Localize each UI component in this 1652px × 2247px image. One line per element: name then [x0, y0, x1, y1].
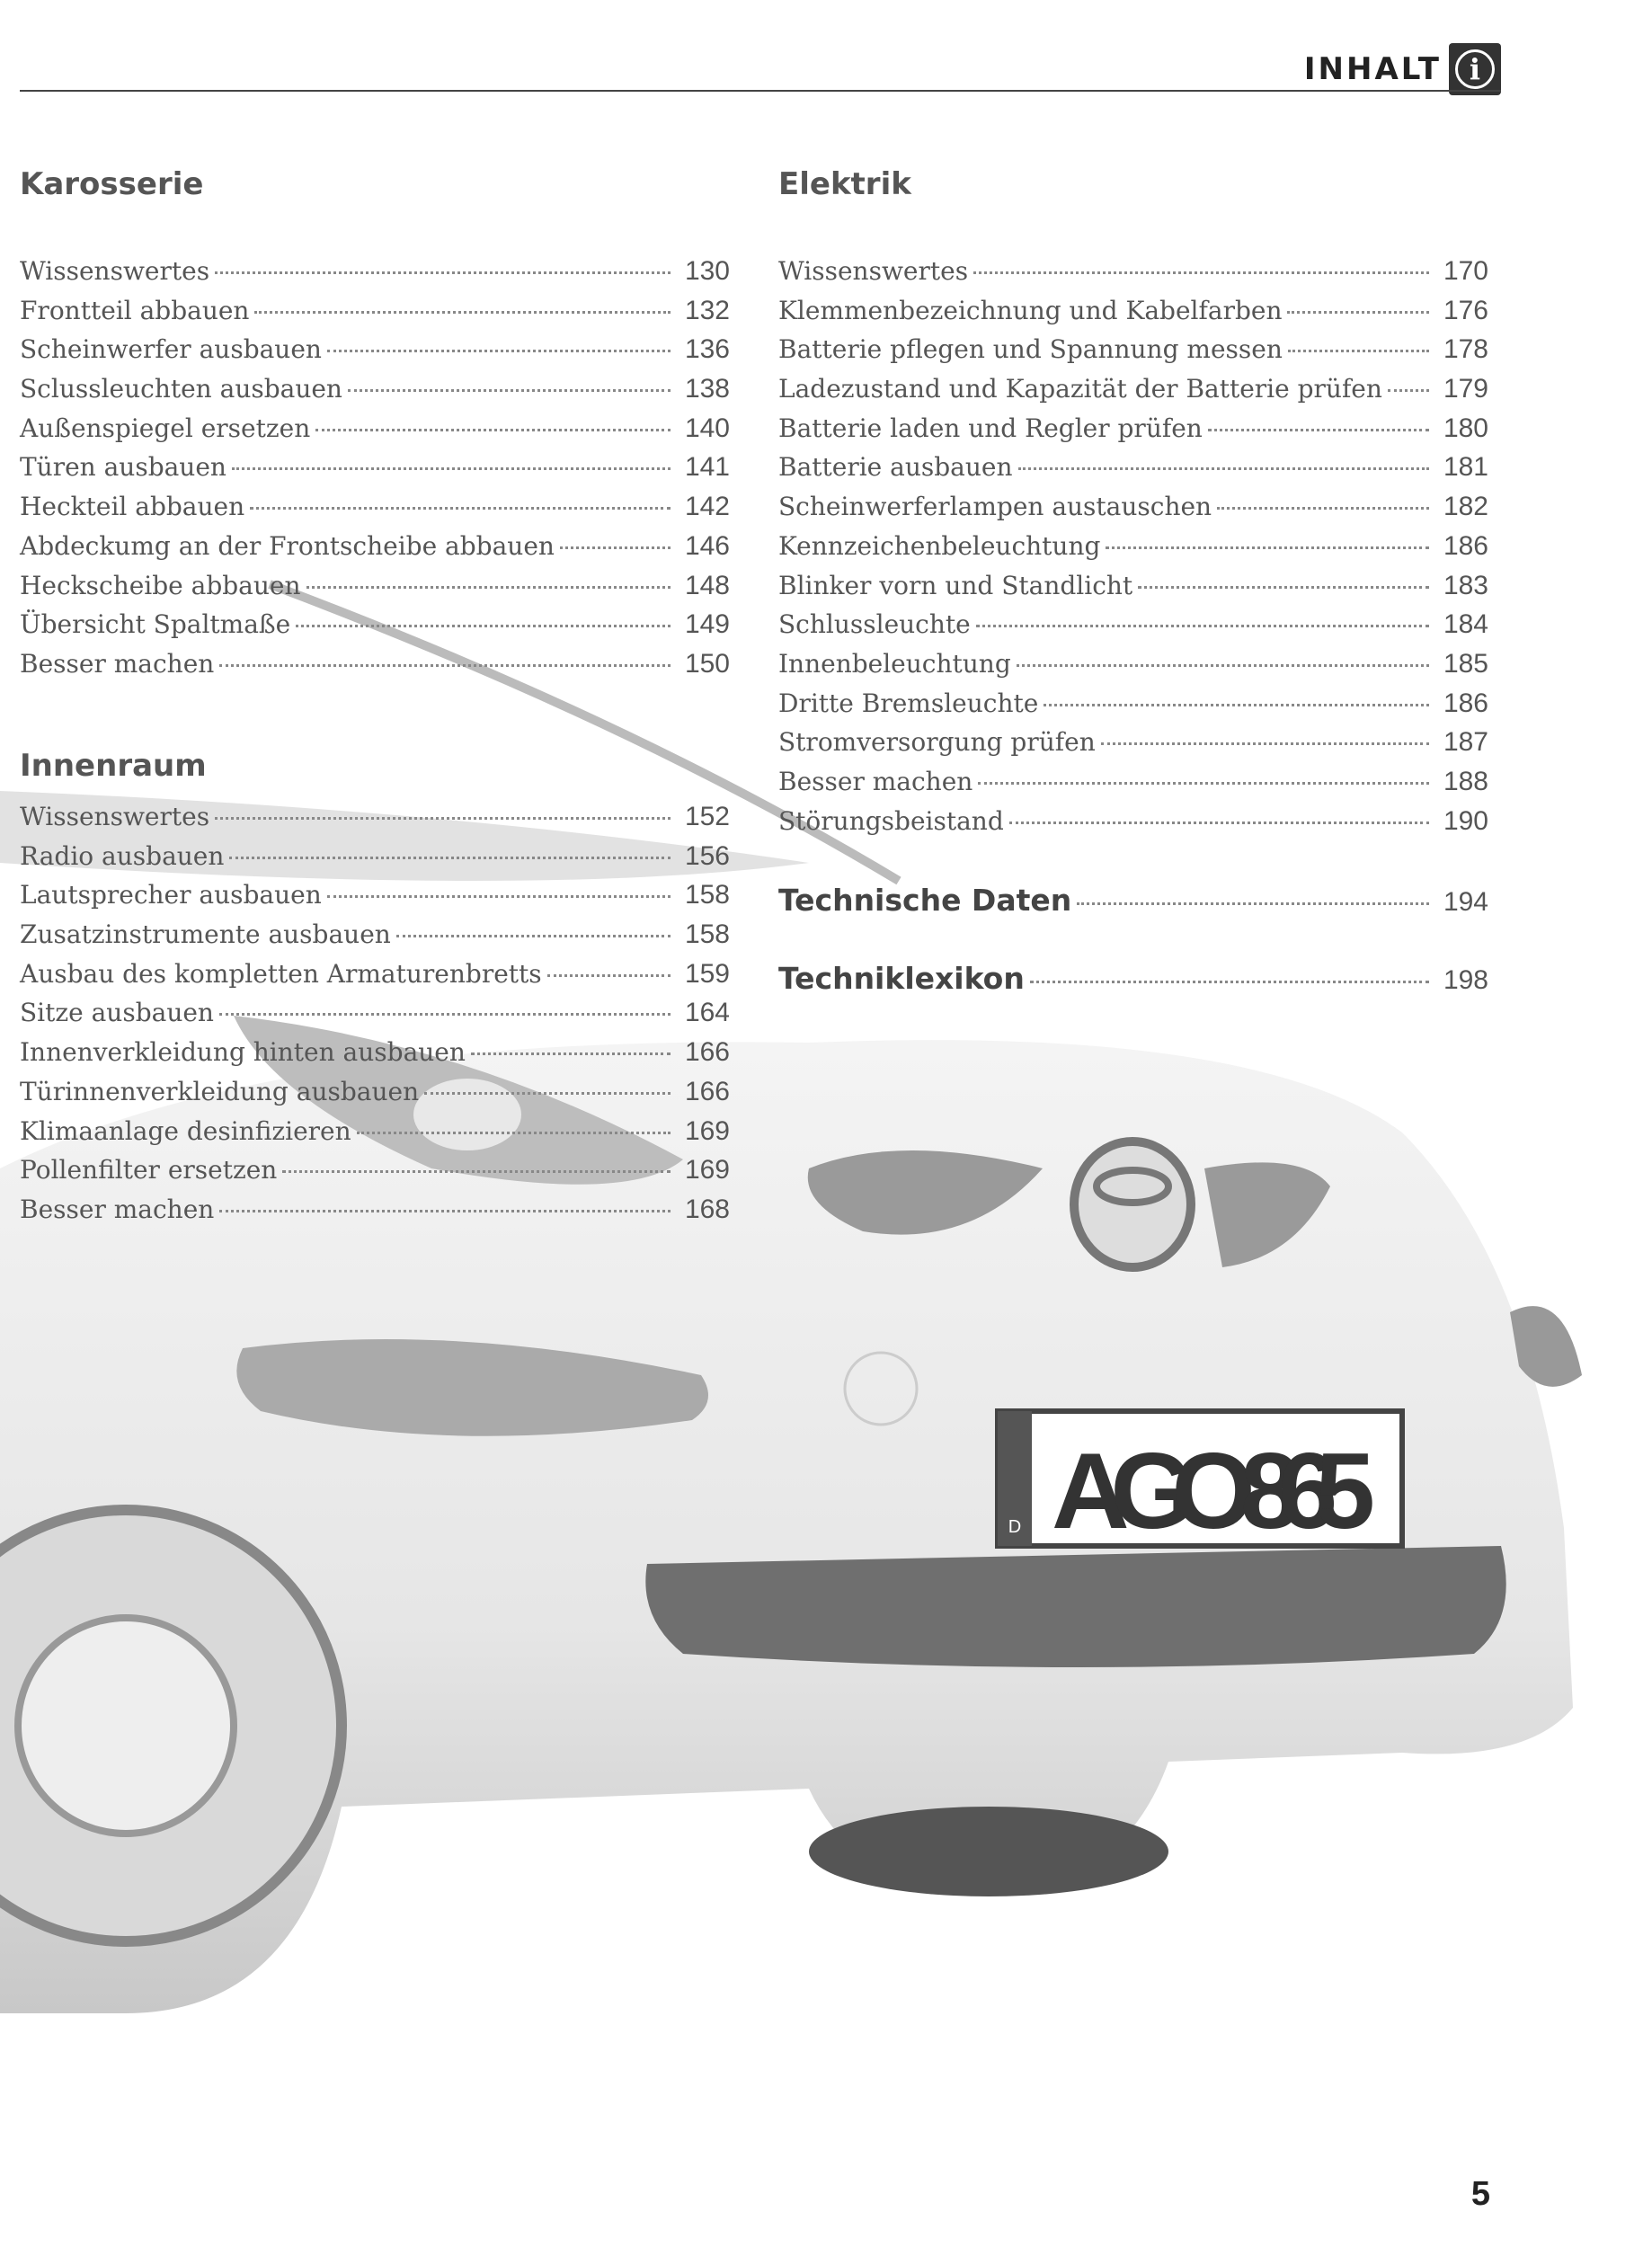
entry-label: Sitze ausbauen [20, 998, 214, 1028]
toc-entry[interactable] [20, 1037, 730, 1077]
entry-label: Sclussleuchten ausbauen [20, 374, 342, 404]
entry-page: 169 [684, 1115, 730, 1146]
entry-label: Scheinwerfer ausbauen [20, 334, 322, 365]
entry-label: Türinnenverkleidung ausbauen [20, 1076, 420, 1106]
entry-page: 170 [1443, 256, 1488, 286]
dot-leader [250, 507, 671, 510]
toc-entry[interactable] [778, 531, 1488, 571]
toc-entry[interactable] [778, 452, 1488, 492]
toc-entry[interactable] [778, 571, 1488, 610]
entry-label: Klemmenbezeichnung und Kabelfarben [778, 295, 1283, 325]
toc-technische-daten[interactable] [778, 883, 1488, 918]
entry-label: Besser machen [20, 648, 215, 679]
entry-label: Stromversorgung prüfen [778, 727, 1096, 758]
dot-leader [973, 271, 1429, 274]
dot-leader [1287, 311, 1429, 314]
toc-entry[interactable] [20, 1077, 730, 1116]
dot-leader [1388, 389, 1429, 392]
entry-label: Außenspiegel ersetzen [20, 413, 311, 443]
toc-entry[interactable] [20, 452, 730, 492]
page-number: 5 [1470, 2175, 1490, 2213]
toc-entry[interactable] [778, 649, 1488, 688]
entry-label: Blinker vorn und Standlicht [778, 570, 1133, 600]
section-title: Innenraum [20, 748, 207, 784]
dot-leader [560, 546, 671, 549]
entry-label: Wissenswertes [778, 256, 969, 286]
entry-page: 150 [684, 648, 730, 679]
dot-leader [471, 1052, 671, 1055]
toc-entry[interactable] [20, 841, 730, 881]
entry-page: 158 [684, 880, 730, 910]
entry-label: Heckscheibe abbauen [20, 570, 301, 600]
entry-page: 130 [684, 256, 730, 286]
entry-page: 132 [684, 295, 730, 325]
toc-entry[interactable] [20, 959, 730, 999]
dot-leader [1018, 467, 1429, 470]
dot-leader [219, 664, 671, 667]
entry-page: 166 [684, 1037, 730, 1068]
toc-entry[interactable] [20, 296, 730, 335]
toc-entry[interactable] [20, 649, 730, 688]
entry-page: 176 [1443, 295, 1488, 325]
entry-label: Radio ausbauen [20, 840, 225, 871]
toc-entry[interactable] [20, 374, 730, 413]
dot-leader [547, 974, 671, 977]
entry-label: Wissenswertes [20, 256, 210, 286]
dot-leader [424, 1092, 671, 1095]
dot-leader [215, 271, 671, 274]
toc-list [20, 802, 730, 1234]
entry-page: 141 [684, 452, 730, 483]
entry-page: 149 [684, 609, 730, 640]
dot-leader [1106, 546, 1429, 549]
dot-leader [1009, 822, 1429, 824]
toc-entry[interactable] [20, 531, 730, 571]
entry-label: Heckteil abbauen [20, 492, 245, 522]
dot-leader [254, 311, 671, 314]
entry-page: 156 [684, 840, 730, 871]
entry-label: Abdeckumg an der Frontscheibe abbauen [20, 530, 555, 561]
toc-list [20, 256, 730, 688]
toc-entry[interactable] [778, 609, 1488, 649]
section-title: Karosserie [20, 166, 204, 202]
toc-entry[interactable] [778, 806, 1488, 846]
entry-label: Scheinwerferlampen austauschen [778, 492, 1212, 522]
entry-label: Dritte Bremsleuchte [778, 688, 1039, 718]
header-rule [20, 90, 1501, 92]
header-title: INHALT [1303, 51, 1442, 87]
toc-entry[interactable] [778, 492, 1488, 531]
dot-leader [215, 817, 671, 820]
dot-leader [219, 1210, 671, 1212]
dot-leader [327, 895, 671, 898]
entry-page: 164 [684, 998, 730, 1028]
entry-page: 166 [684, 1076, 730, 1106]
toc-entry[interactable] [778, 296, 1488, 335]
entry-label: Techniklexikon [778, 961, 1025, 996]
toc-entry[interactable] [20, 1155, 730, 1195]
dot-leader [229, 857, 671, 859]
entry-page: 148 [684, 570, 730, 600]
entry-page: 183 [1443, 570, 1488, 600]
toc-entry[interactable] [20, 334, 730, 374]
entry-label: Frontteil abbauen [20, 295, 250, 325]
dot-leader [219, 1013, 671, 1016]
entry-page: 190 [1443, 805, 1488, 836]
entry-label: Batterie ausbauen [778, 452, 1013, 483]
toc-entry[interactable] [20, 880, 730, 919]
svg-text:A GO 865: A GO 865 [1052, 1431, 1375, 1551]
entry-label: Zusatzinstrumente ausbauen [20, 919, 391, 950]
dot-leader [357, 1132, 671, 1134]
entry-page: 168 [684, 1194, 730, 1224]
toc-entry[interactable] [778, 727, 1488, 767]
entry-label: Ladezustand und Kapazität der Batterie prüfen [778, 374, 1382, 404]
dot-leader [1101, 742, 1429, 745]
dot-leader [1030, 981, 1429, 983]
entry-page: 185 [1443, 648, 1488, 679]
entry-page: 178 [1443, 334, 1488, 365]
entry-page: 138 [684, 374, 730, 404]
entry-page: 181 [1443, 452, 1488, 483]
toc-entry[interactable] [778, 256, 1488, 296]
entry-page: 152 [684, 802, 730, 831]
entry-label: Pollenfilter ersetzen [20, 1155, 278, 1186]
entry-page: 186 [1443, 688, 1488, 718]
dot-leader [315, 429, 671, 431]
dot-leader [976, 625, 1429, 627]
entry-page: 140 [684, 413, 730, 443]
dot-leader [282, 1170, 671, 1173]
entry-label: Kennzeichenbeleuchtung [778, 530, 1101, 561]
entry-page: 180 [1443, 413, 1488, 443]
entry-label: Schlussleuchte [778, 609, 971, 640]
dot-leader [1288, 350, 1429, 352]
dot-leader [1017, 664, 1429, 667]
entry-label: Besser machen [20, 1194, 215, 1224]
toc-entry[interactable] [20, 998, 730, 1037]
toc-entry[interactable] [20, 919, 730, 959]
entry-page: 158 [684, 919, 730, 950]
dot-leader [296, 625, 671, 627]
entry-page: 184 [1443, 609, 1488, 640]
entry-page: 186 [1443, 530, 1488, 561]
dot-leader [1217, 507, 1429, 510]
entry-label: Batterie laden und Regler prüfen [778, 413, 1203, 443]
section-elektrik [778, 166, 1488, 845]
entry-page: 198 [1443, 965, 1488, 995]
toc-entry[interactable] [20, 1116, 730, 1156]
entry-page: 136 [684, 334, 730, 365]
entry-page: 146 [684, 530, 730, 561]
toc-entry[interactable] [20, 1195, 730, 1234]
section-title: Elektrik [778, 166, 911, 202]
toc-entry[interactable] [20, 609, 730, 649]
page-header [1304, 43, 1501, 95]
toc-entry[interactable] [20, 571, 730, 610]
dot-leader [1208, 429, 1429, 431]
entry-page: 142 [684, 492, 730, 522]
entry-label: Türen ausbauen [20, 452, 226, 483]
entry-label: Übersicht Spaltmaße [20, 609, 291, 640]
toc-list [778, 256, 1488, 845]
entry-label: Innenverkleidung hinten ausbauen [20, 1037, 466, 1068]
toc-entry[interactable] [20, 413, 730, 453]
entry-page: 182 [1443, 492, 1488, 522]
entry-label: Wissenswertes [20, 802, 210, 831]
dot-leader [232, 467, 671, 470]
entry-page: 169 [684, 1155, 730, 1186]
entry-label: Batterie pflegen und Spannung messen [778, 334, 1283, 365]
toc-entry[interactable] [20, 492, 730, 531]
info-icon: i [1449, 43, 1501, 95]
entry-label: Ausbau des kompletten Armaturenbretts [20, 958, 542, 989]
toc-entry[interactable] [778, 334, 1488, 374]
dot-leader [348, 389, 671, 392]
svg-text:D: D [1008, 1517, 1022, 1537]
dot-leader [978, 782, 1429, 785]
toc-entry[interactable] [778, 767, 1488, 806]
entry-label: Besser machen [778, 766, 973, 796]
entry-label: Technische Daten [778, 883, 1072, 918]
dot-leader [327, 350, 671, 352]
dot-leader [396, 935, 671, 937]
toc-entry[interactable] [778, 374, 1488, 413]
toc-entry[interactable] [20, 256, 730, 296]
toc-entry[interactable] [20, 802, 730, 841]
entry-page: 188 [1443, 766, 1488, 796]
toc-entry[interactable] [778, 688, 1488, 728]
entry-page: 187 [1443, 727, 1488, 758]
dot-leader [1138, 586, 1429, 589]
entry-page: 194 [1443, 887, 1488, 917]
section-innenraum [20, 748, 730, 1234]
section-karosserie [20, 166, 730, 688]
toc-entry[interactable] [778, 413, 1488, 453]
entry-page: 179 [1443, 374, 1488, 404]
dot-leader [1077, 902, 1429, 905]
entry-page: 159 [684, 958, 730, 989]
entry-label: Störungsbeistand [778, 805, 1004, 836]
entry-label: Innenbeleuchtung [778, 648, 1011, 679]
dot-leader [1044, 704, 1429, 706]
toc-techniklexikon[interactable] [778, 961, 1488, 996]
dot-leader [306, 586, 671, 589]
entry-label: Lautsprecher ausbauen [20, 880, 322, 910]
entry-label: Klimaanlage desinfizieren [20, 1115, 351, 1146]
